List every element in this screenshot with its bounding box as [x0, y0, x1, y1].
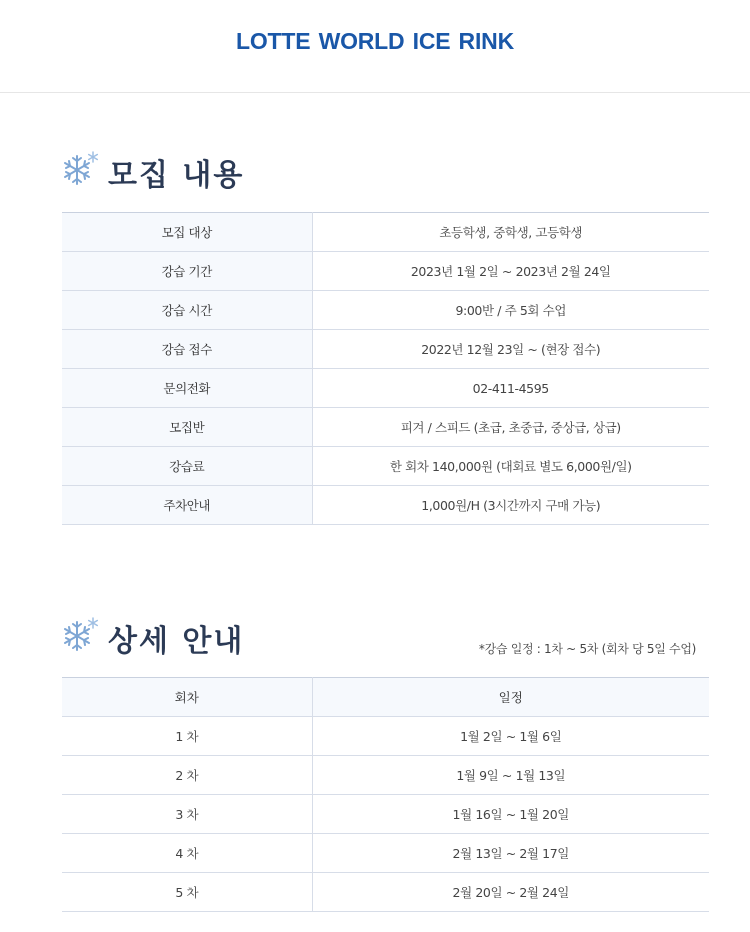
row-label: 강습 접수	[62, 330, 312, 369]
table-header-row	[62, 678, 709, 717]
table-row	[62, 795, 709, 834]
table-row	[62, 213, 709, 252]
row-value: 한 회차 140,000원 (대회료 별도 6,000원/일)	[312, 447, 709, 486]
section-title: 상세 안내	[108, 624, 245, 659]
row-value: 2023년 1월 2일 ~ 2023년 2월 24일	[312, 252, 709, 291]
column-header-round: 회차	[62, 678, 312, 717]
table-row	[62, 873, 709, 912]
snowflake-icon	[60, 616, 100, 656]
row-label: 강습 기간	[62, 252, 312, 291]
row-label: 문의전화	[62, 369, 312, 408]
round-cell: 4 차	[62, 834, 312, 873]
table-row	[62, 330, 709, 369]
recruit-table	[62, 212, 709, 525]
row-label: 주차안내	[62, 486, 312, 525]
row-label: 모집반	[62, 408, 312, 447]
round-cell: 5 차	[62, 873, 312, 912]
row-label: 강습료	[62, 447, 312, 486]
table-row	[62, 252, 709, 291]
row-value: 9:00반 / 주 5회 수업	[312, 291, 709, 330]
table-row	[62, 408, 709, 447]
row-value: 초등학생, 중학생, 고등학생	[312, 213, 709, 252]
row-value: 02-411-4595	[312, 369, 709, 408]
schedule-note: *강습 일정 : 1차 ~ 5차 (회차 당 5일 수업)	[478, 642, 696, 656]
table-row	[62, 717, 709, 756]
row-value: 피겨 / 스피드 (초급, 초중급, 중상급, 상급)	[312, 408, 709, 447]
table-row	[62, 756, 709, 795]
schedule-cell: 1월 16일 ~ 1월 20일	[312, 795, 709, 834]
table-row	[62, 834, 709, 873]
row-label: 모집 대상	[62, 213, 312, 252]
column-header-schedule: 일정	[312, 678, 709, 717]
round-cell: 1 차	[62, 717, 312, 756]
page-header	[0, 0, 750, 93]
table-row	[62, 369, 709, 408]
schedule-cell: 1월 2일 ~ 1월 6일	[312, 717, 709, 756]
round-cell: 3 차	[62, 795, 312, 834]
schedule-table	[62, 677, 709, 912]
schedule-cell: 1월 9일 ~ 1월 13일	[312, 756, 709, 795]
schedule-cell: 2월 13일 ~ 2월 17일	[312, 834, 709, 873]
row-value: 2022년 12월 23일 ~ (현장 접수)	[312, 330, 709, 369]
section-title: 모집 내용	[108, 158, 245, 193]
table-row	[62, 291, 709, 330]
round-cell: 2 차	[62, 756, 312, 795]
logo[interactable]: LOTTE WORLD ICE RINK	[236, 28, 514, 54]
row-label: 강습 시간	[62, 291, 312, 330]
table-row	[62, 486, 709, 525]
row-value: 1,000원/H (3시간까지 구매 가능)	[312, 486, 709, 525]
snowflake-icon	[60, 150, 100, 190]
schedule-cell: 2월 20일 ~ 2월 24일	[312, 873, 709, 912]
table-row	[62, 447, 709, 486]
